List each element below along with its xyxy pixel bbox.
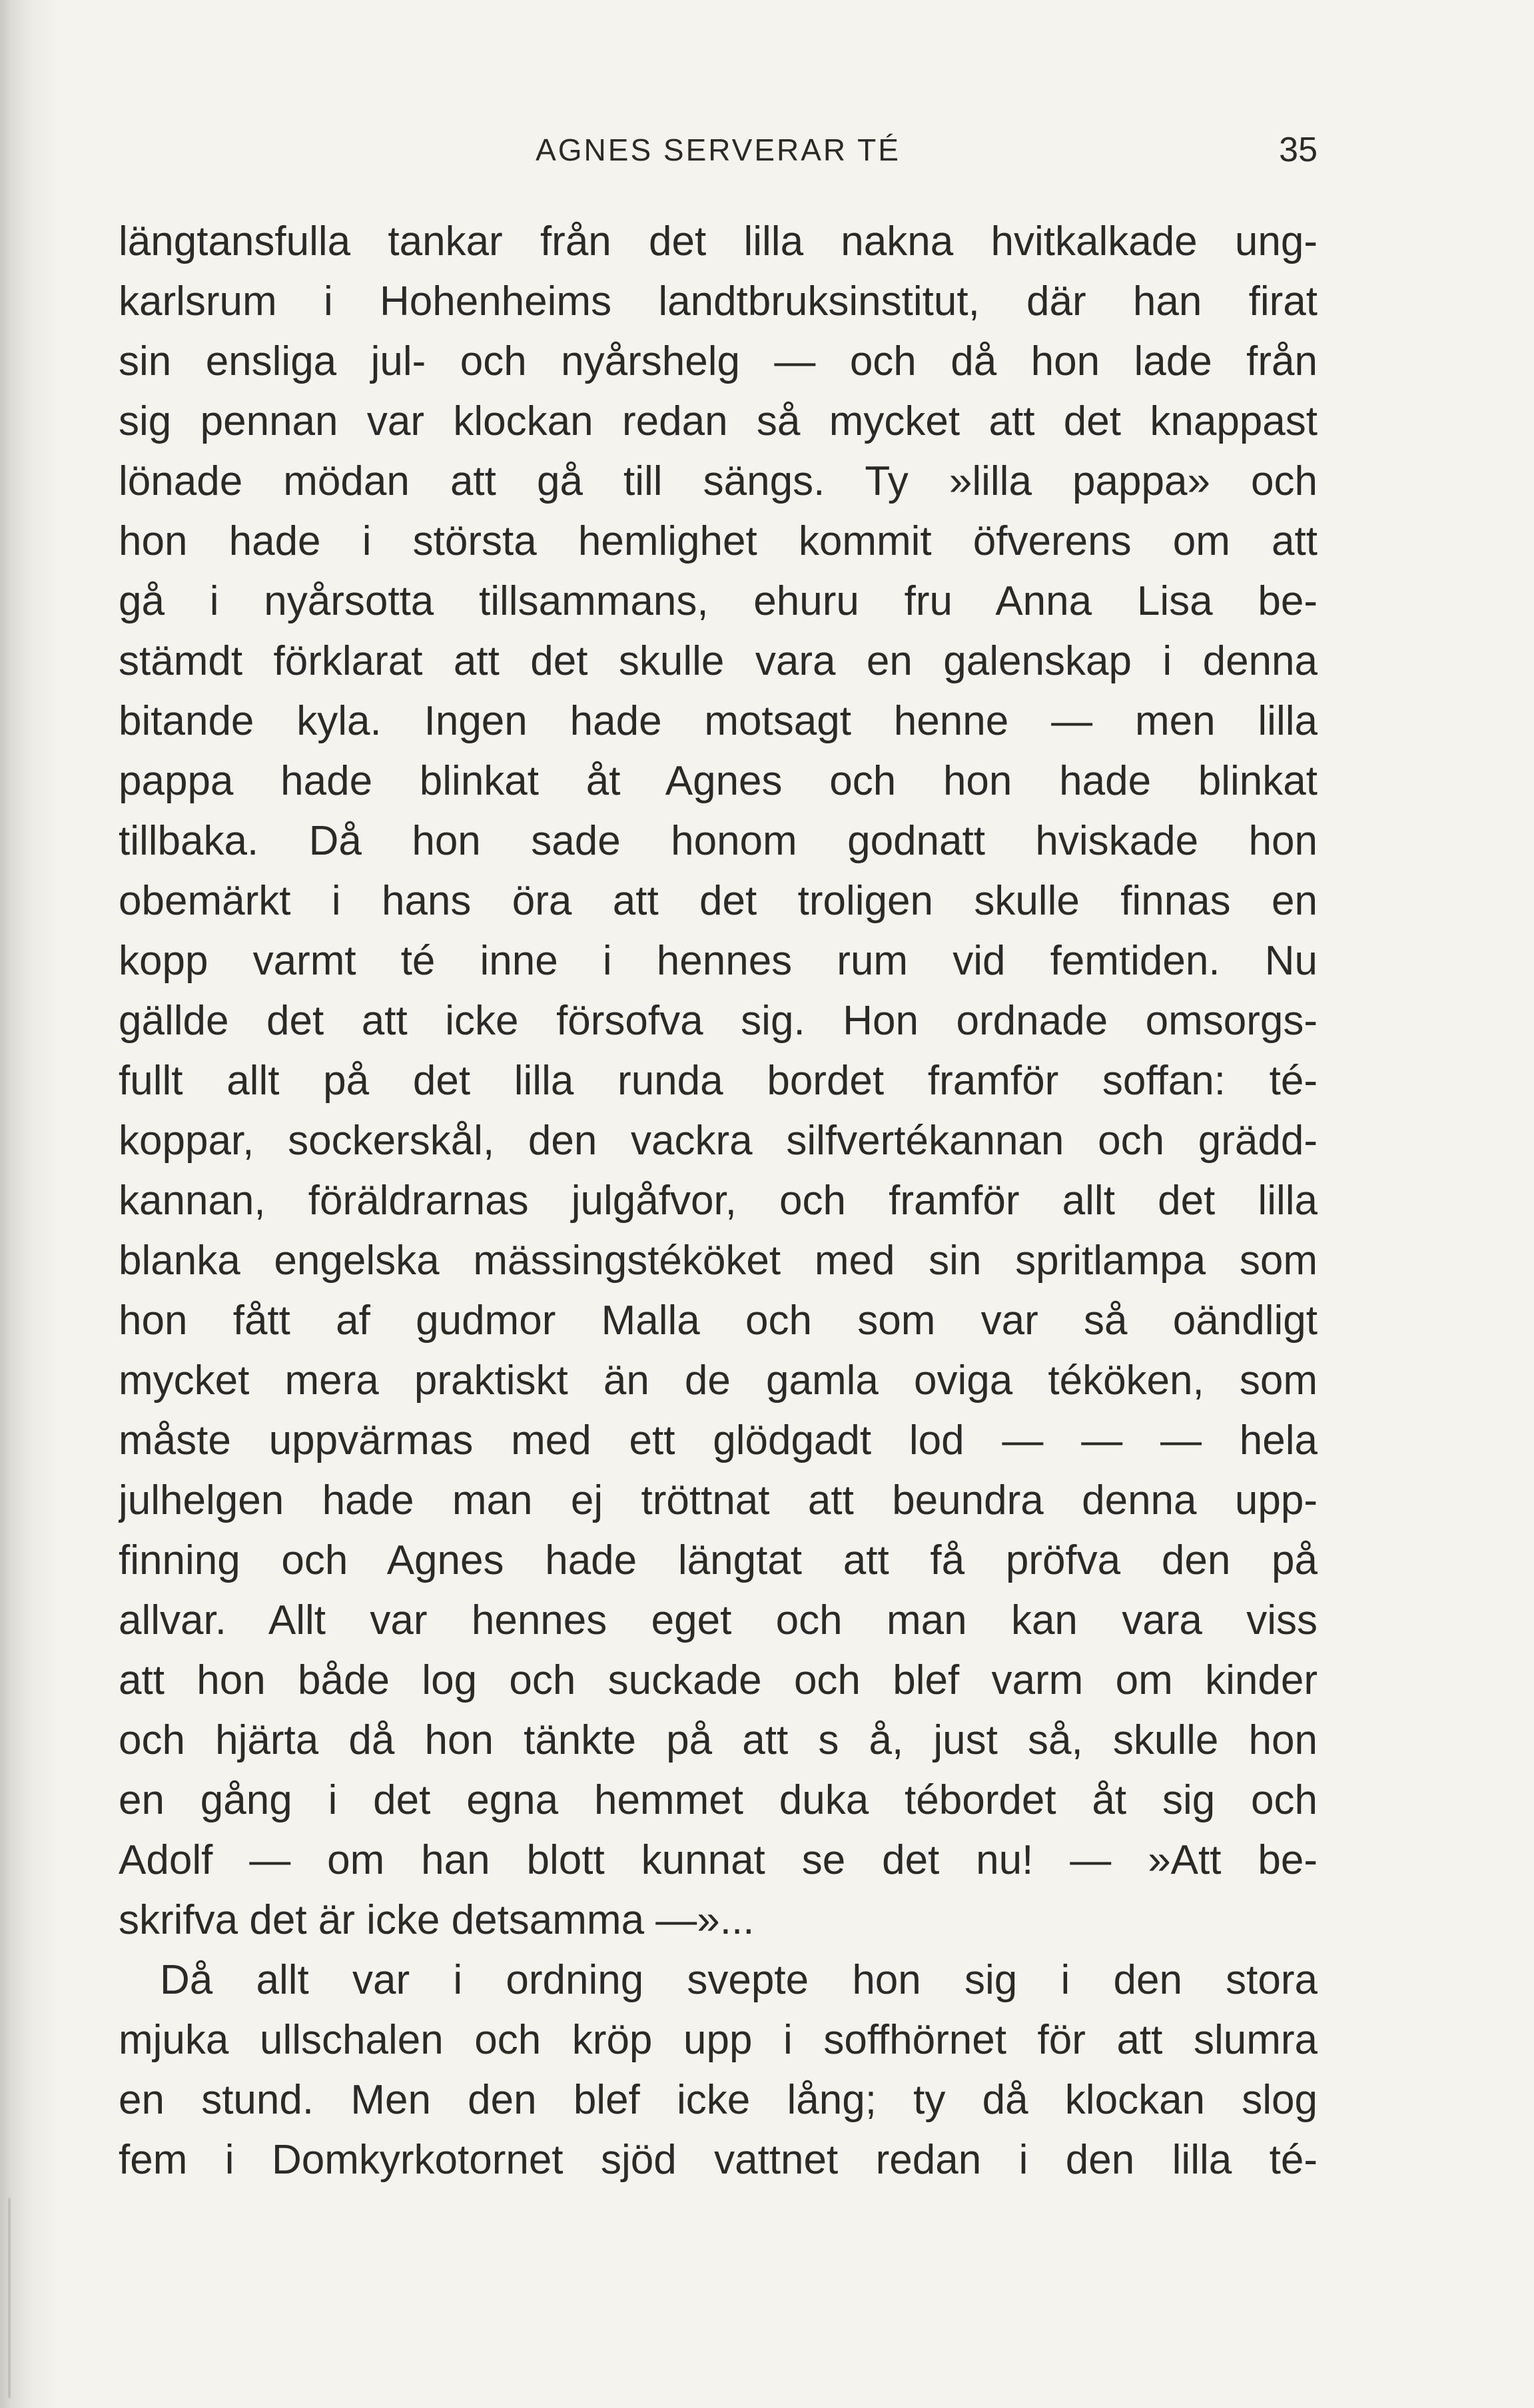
text-line: finning och Agnes hade längtat att få pröfva den på — [119, 1537, 1318, 1583]
text-line: obemärkt i hans öra att det troligen skulle finnas en — [119, 878, 1318, 924]
text-line: måste uppvärmas med ett glödgadt lod — — — hela — [119, 1417, 1318, 1463]
text-line: koppar, sockerskål, den vackra silfvertékannan och grädd- — [119, 1118, 1318, 1164]
text-line: julhelgen hade man ej tröttnat att beundra denna upp- — [119, 1477, 1318, 1523]
text-line: lönade mödan att gå till sängs. Ty »lilla pappa» och — [119, 458, 1318, 504]
text-line: sig pennan var klockan redan så mycket att det knappast — [119, 398, 1318, 444]
text-line: tillbaka. Då hon sade honom godnatt hviskade hon — [119, 818, 1318, 864]
body-text — [119, 212, 1318, 2190]
text-line: sin ensliga jul- och nyårshelg — och då hon lade från — [119, 338, 1318, 384]
text-line: kopp varmt té inne i hennes rum vid femtiden. Nu — [119, 938, 1318, 984]
text-line: pappa hade blinkat åt Agnes och hon hade blinkat — [119, 758, 1318, 804]
text-line: blanka engelska mässingstéköket med sin spritlampa som — [119, 1238, 1318, 1284]
text-line: Adolf — om han blott kunnat se det nu! — »Att be- — [119, 1837, 1318, 1883]
text-line: mjuka ullschalen och kröp upp i soffhörnet för att slumra — [119, 2017, 1318, 2063]
text-line: och hjärta då hon tänkte på att s å, just så, skulle hon — [119, 1717, 1318, 1763]
text-line: mycket mera praktiskt än de gamla oviga téköken, som — [119, 1358, 1318, 1404]
page-gutter-shadow — [8, 2198, 11, 2398]
text-line: karlsrum i Hohenheims landtbruksinstitut, där han firat — [119, 278, 1318, 324]
text-line: en gång i det egna hemmet duka tébordet åt sig och — [119, 1777, 1318, 1823]
text-line: allvar. Allt var hennes eget och man kan vara viss — [119, 1597, 1318, 1643]
text-line: stämdt förklarat att det skulle vara en galenskap i denna — [119, 638, 1318, 684]
text-line: gällde det att icke försofva sig. Hon ordnade omsorgs- — [119, 998, 1318, 1044]
text-line: fem i Domkyrkotornet sjöd vattnet redan i den lilla té- — [119, 2137, 1318, 2183]
text-line: kannan, föräldrarnas julgåfvor, och framför allt det lilla — [119, 1178, 1318, 1224]
text-line: att hon både log och suckade och blef varm om kinder — [119, 1657, 1318, 1703]
text-line: gå i nyårsotta tillsammans, ehuru fru Anna Lisa be- — [119, 578, 1318, 624]
text-line: längtansfulla tankar från det lilla nakna hvitkalkade ung- — [119, 218, 1318, 264]
text-line: fullt allt på det lilla runda bordet framför soffan: té- — [119, 1058, 1318, 1104]
page-number: 35 — [1279, 131, 1318, 169]
text-line: bitande kyla. Ingen hade motsagt henne — men lilla — [119, 698, 1318, 744]
text-line: hon hade i största hemlighet kommit öfverens om att — [119, 518, 1318, 564]
text-line: hon fått af gudmor Malla och som var så oändligt — [119, 1298, 1318, 1344]
page-header — [119, 127, 1318, 173]
text-line: skrifva det är icke detsamma —»... — [119, 1897, 755, 1943]
text-line: en stund. Men den blef icke lång; ty då klockan slog — [119, 2077, 1318, 2123]
running-title: AGNES SERVERAR TÉ — [536, 133, 901, 167]
text-line: Då allt var i ordning svepte hon sig i den stora — [160, 1957, 1318, 2003]
